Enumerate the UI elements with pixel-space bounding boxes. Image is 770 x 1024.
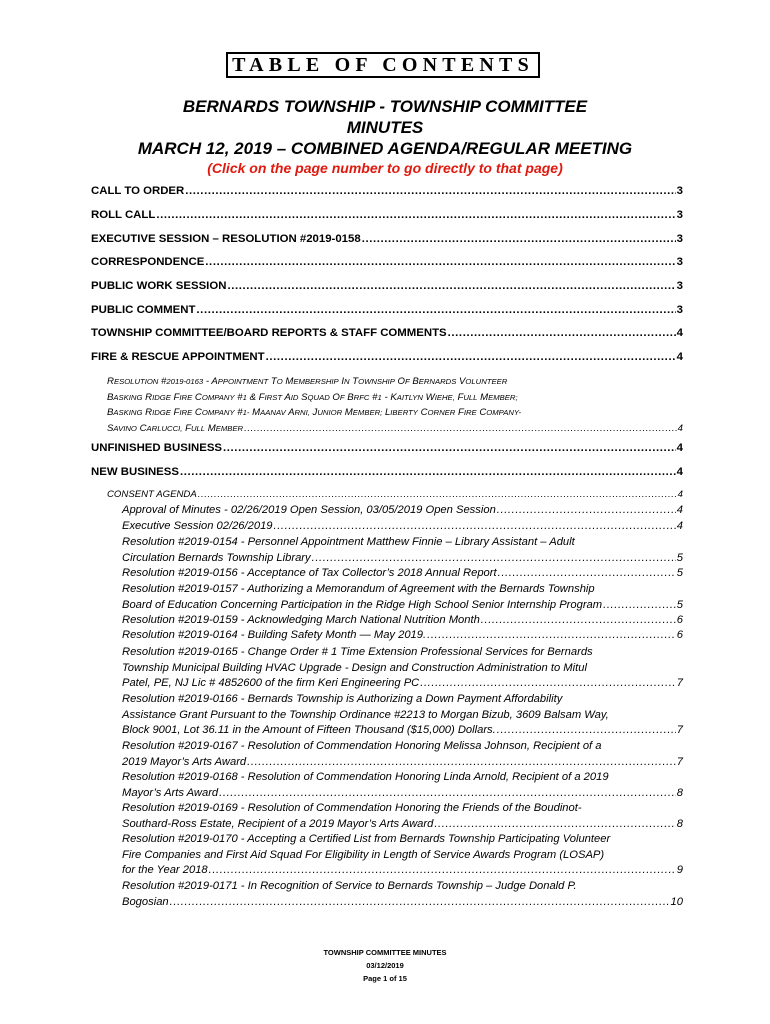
- toc-entry-consent-agenda[interactable]: [107, 489, 683, 500]
- toc-entry-line: Township Municipal Building HVAC Upgrade - Design and Construction Administration to Mitul: [122, 661, 587, 674]
- footer-date: 03/12/2019: [366, 961, 404, 970]
- toc-entry-public-comment[interactable]: [91, 304, 683, 316]
- toc-entry-line: for the Year 2018: [122, 864, 208, 876]
- toc-page-link[interactable]: 6: [676, 629, 683, 641]
- toc-entry-last-line: [122, 723, 683, 739]
- toc-entry-last-line: [122, 786, 683, 802]
- toc-page-link[interactable]: 3: [676, 304, 683, 316]
- toc-entry-line: Patel, PE, NJ Lic # 4852600 of the firm Keri Engineering PC: [122, 677, 420, 689]
- toc-entry-roll-call[interactable]: [91, 209, 683, 221]
- toc-entry-res-0157[interactable]: [122, 582, 683, 613]
- toc-entry-line: Resolution #2019-0166 - Bernards Township is Authorizing a Down Payment Affordability: [122, 693, 563, 705]
- toc-entry-approval-minutes[interactable]: [122, 504, 683, 516]
- toc-entry-line: Resolution #2019-0157 - Authorizing a Memorandum of Agreement with the Bernards Township: [122, 583, 595, 595]
- doc-title-line2: MINUTES: [346, 118, 424, 137]
- toc-page-link[interactable]: 4: [676, 351, 683, 363]
- toc-entry-line: Fire Companies and First Aid Squad For Eligibility in Length of Service Awards Program (LOSAP): [122, 848, 605, 861]
- toc-entry-line: SAVINO CARLUCCI, FULL MEMBER: [107, 422, 244, 434]
- toc-entry-new-business[interactable]: [91, 466, 683, 478]
- toc-entry-res-0171[interactable]: [122, 879, 683, 910]
- toc-page-link[interactable]: 6: [676, 614, 683, 626]
- doc-title-line1: BERNARDS TOWNSHIP - TOWNSHIP COMMITTEE: [182, 97, 588, 116]
- toc-page-link[interactable]: 7: [676, 677, 683, 689]
- toc-entry-label: EXECUTIVE SESSION – RESOLUTION #2019-0158: [91, 233, 361, 245]
- toc-entry-line: Circulation Bernards Township Library: [122, 551, 311, 564]
- toc-page-link[interactable]: 10: [670, 895, 683, 908]
- toc-page-link[interactable]: 3: [676, 233, 683, 245]
- toc-page-link[interactable]: 5: [676, 598, 683, 611]
- footer-page-number: Page 1 of 15: [363, 974, 407, 983]
- toc-entry-last-line: [122, 895, 683, 911]
- toc-entry-label: TOWNSHIP COMMITTEE/BOARD REPORTS & STAFF COMMENTS: [91, 327, 447, 339]
- toc-page-link[interactable]: 4: [676, 504, 683, 516]
- toc-entry-res-0170[interactable]: [122, 832, 683, 879]
- toc-entry-label: UNFINISHED BUSINESS: [91, 442, 223, 454]
- toc-entry-line: Resolution #2019-0168 - Resolution of Commendation Honoring Linda Arnold, Recipient of a 2019: [122, 771, 609, 783]
- toc-entry-line: Board of Education Concerning Participation in the Ridge High School Senior Internship Program: [122, 598, 603, 611]
- toc-entry-line: Resolution #2019-0154 - Personnel Appointment Matthew Finnie – Library Assistant – Adult: [122, 536, 575, 548]
- toc-entry-label: Resolution #2019-0156 - Acceptance of Tax Collector’s 2018 Annual Report: [122, 567, 497, 579]
- toc-entry-public-work-session[interactable]: [91, 280, 683, 292]
- toc-entry-label: FIRE & RESCUE APPOINTMENT: [91, 351, 265, 363]
- toc-entry-line: Resolution #2019-0170 - Accepting a Certified List from Bernards Township Participating Volunteer: [122, 833, 611, 845]
- toc-page-link[interactable]: 4: [676, 442, 683, 454]
- toc-entry-line: Resolution #2019-0171 - In Recognition of Service to Bernards Township – Judge Donald P.: [122, 880, 577, 892]
- toc-page-link[interactable]: 8: [676, 786, 683, 799]
- toc-page-link[interactable]: 4: [676, 327, 683, 339]
- click-instruction: (Click on the page number to go directly to that page): [207, 160, 563, 176]
- toc-entry-res-0166[interactable]: [122, 692, 683, 739]
- toc-page-link[interactable]: 7: [676, 724, 683, 736]
- toc-entry-label: PUBLIC COMMENT: [91, 304, 196, 316]
- toc-page-link[interactable]: 4: [677, 489, 683, 500]
- toc-page-link[interactable]: 4: [676, 466, 683, 478]
- toc-entry-fire-rescue[interactable]: [91, 351, 683, 363]
- toc-page-link[interactable]: 4: [676, 520, 683, 532]
- toc-entry-res-0169[interactable]: [122, 801, 683, 832]
- toc-entry-executive-session[interactable]: [91, 233, 683, 245]
- toc-entry-last-line: [107, 421, 683, 437]
- toc-entry-label: CORRESPONDENCE: [91, 256, 205, 268]
- toc-entry-line: 2019 Mayor’s Arts Award: [122, 755, 247, 768]
- toc-entry-label: Executive Session 02/26/2019: [122, 520, 273, 532]
- toc-entry-last-line: [122, 676, 683, 692]
- toc-entry-label: CONSENT AGENDA: [107, 489, 197, 500]
- toc-entry-last-line: [122, 817, 683, 833]
- toc-page-link[interactable]: 7: [676, 755, 683, 768]
- toc-entry-res-0165[interactable]: [122, 645, 683, 692]
- toc-page-link[interactable]: 3: [676, 256, 683, 268]
- toc-entry-label: CALL TO ORDER: [91, 185, 185, 197]
- toc-entry-unfinished-business[interactable]: [91, 442, 683, 454]
- toc-entry-res-0156[interactable]: [122, 567, 683, 579]
- toc-entry-res-0159[interactable]: [122, 614, 683, 626]
- toc-page-link[interactable]: 3: [676, 209, 683, 221]
- toc-entry-line: Resolution #2019-0165 - Change Order # 1 Time Extension Professional Services for Bernards: [122, 646, 593, 658]
- toc-entry-reports[interactable]: [91, 327, 683, 339]
- toc-entry-correspondence[interactable]: [91, 256, 683, 268]
- toc-entry-label: NEW BUSINESS: [91, 466, 179, 478]
- toc-page-link[interactable]: 4: [677, 422, 683, 434]
- footer-title: TOWNSHIP COMMITTEE MINUTES: [323, 948, 447, 957]
- toc-entry-line: Assistance Grant Pursuant to the Township Ordinance #2213 to Morgan Bizub, 3609 Balsam Way,: [122, 708, 609, 721]
- toc-entry-line: RESOLUTION #2019-0163 - APPOINTMENT TO MEMBERSHIP IN TOWNSHIP OF BERNARDS VOLUNTEER: [107, 376, 508, 387]
- doc-title-line3: MARCH 12, 2019 – COMBINED AGENDA/REGULAR MEETING: [137, 139, 633, 158]
- toc-entry-res-0154[interactable]: [122, 535, 683, 566]
- toc-entry-last-line: [122, 755, 683, 771]
- toc-page-link[interactable]: 5: [676, 551, 683, 564]
- toc-entry-res-0168[interactable]: [122, 770, 683, 801]
- toc-entry-label: Approval of Minutes - 02/26/2019 Open Session, 03/05/2019 Open Session: [122, 504, 496, 516]
- toc-entry-line: Resolution #2019-0167 - Resolution of Commendation Honoring Melissa Johnson, Recipient of a: [122, 740, 602, 752]
- toc-entry-res-0163[interactable]: [107, 374, 683, 436]
- toc-page-link[interactable]: 3: [676, 185, 683, 197]
- toc-entry-line: Bogosian: [122, 895, 169, 908]
- toc-entry-exec-session-0226[interactable]: [122, 520, 683, 532]
- toc-page-link[interactable]: 8: [676, 817, 683, 830]
- toc-entry-line: Southard-Ross Estate, Recipient of a 2019 Mayor’s Arts Award: [122, 817, 434, 830]
- toc-entry-line: BASKING RIDGE FIRE COMPANY #1 & FIRST AID SQUAD OF BRFC #1 - KAITLYN WIEHE, FULL MEMBER;: [107, 391, 518, 403]
- toc-entry-line: BASKING RIDGE FIRE COMPANY #1- MAANAV ARNI, JUNIOR MEMBER; LIBERTY CORNER FIRE COMPANY-: [107, 407, 522, 418]
- toc-page-link[interactable]: 5: [676, 567, 683, 579]
- toc-entry-last-line: [122, 551, 683, 567]
- toc-entry-label: Resolution #2019-0164 - Building Safety Month — May 2019.: [122, 629, 427, 641]
- toc-entry-line: Resolution #2019-0169 - Resolution of Commendation Honoring the Friends of the Boudinot-: [122, 802, 582, 814]
- toc-page-link[interactable]: 3: [676, 280, 683, 292]
- toc-entry-label: ROLL CALL: [91, 209, 156, 221]
- toc-title-box: TABLE OF CONTENTS: [226, 52, 540, 78]
- toc-entry-call-to-order[interactable]: [91, 185, 683, 197]
- toc-entry-line: Mayor’s Arts Award: [122, 786, 219, 799]
- toc-entry-label: PUBLIC WORK SESSION: [91, 280, 227, 292]
- toc-entry-label: Resolution #2019-0159 - Acknowledging March National Nutrition Month: [122, 614, 480, 626]
- toc-entry-line: Block 9001, Lot 36.11 in the Amount of Fifteen Thousand ($15,000) Dollars.: [122, 724, 496, 736]
- toc-page-link[interactable]: 9: [676, 864, 683, 876]
- toc-entry-res-0167[interactable]: [122, 739, 683, 770]
- toc-entry-res-0164[interactable]: [122, 629, 683, 641]
- toc-entry-last-line: [122, 598, 683, 614]
- toc-entry-last-line: [122, 863, 683, 879]
